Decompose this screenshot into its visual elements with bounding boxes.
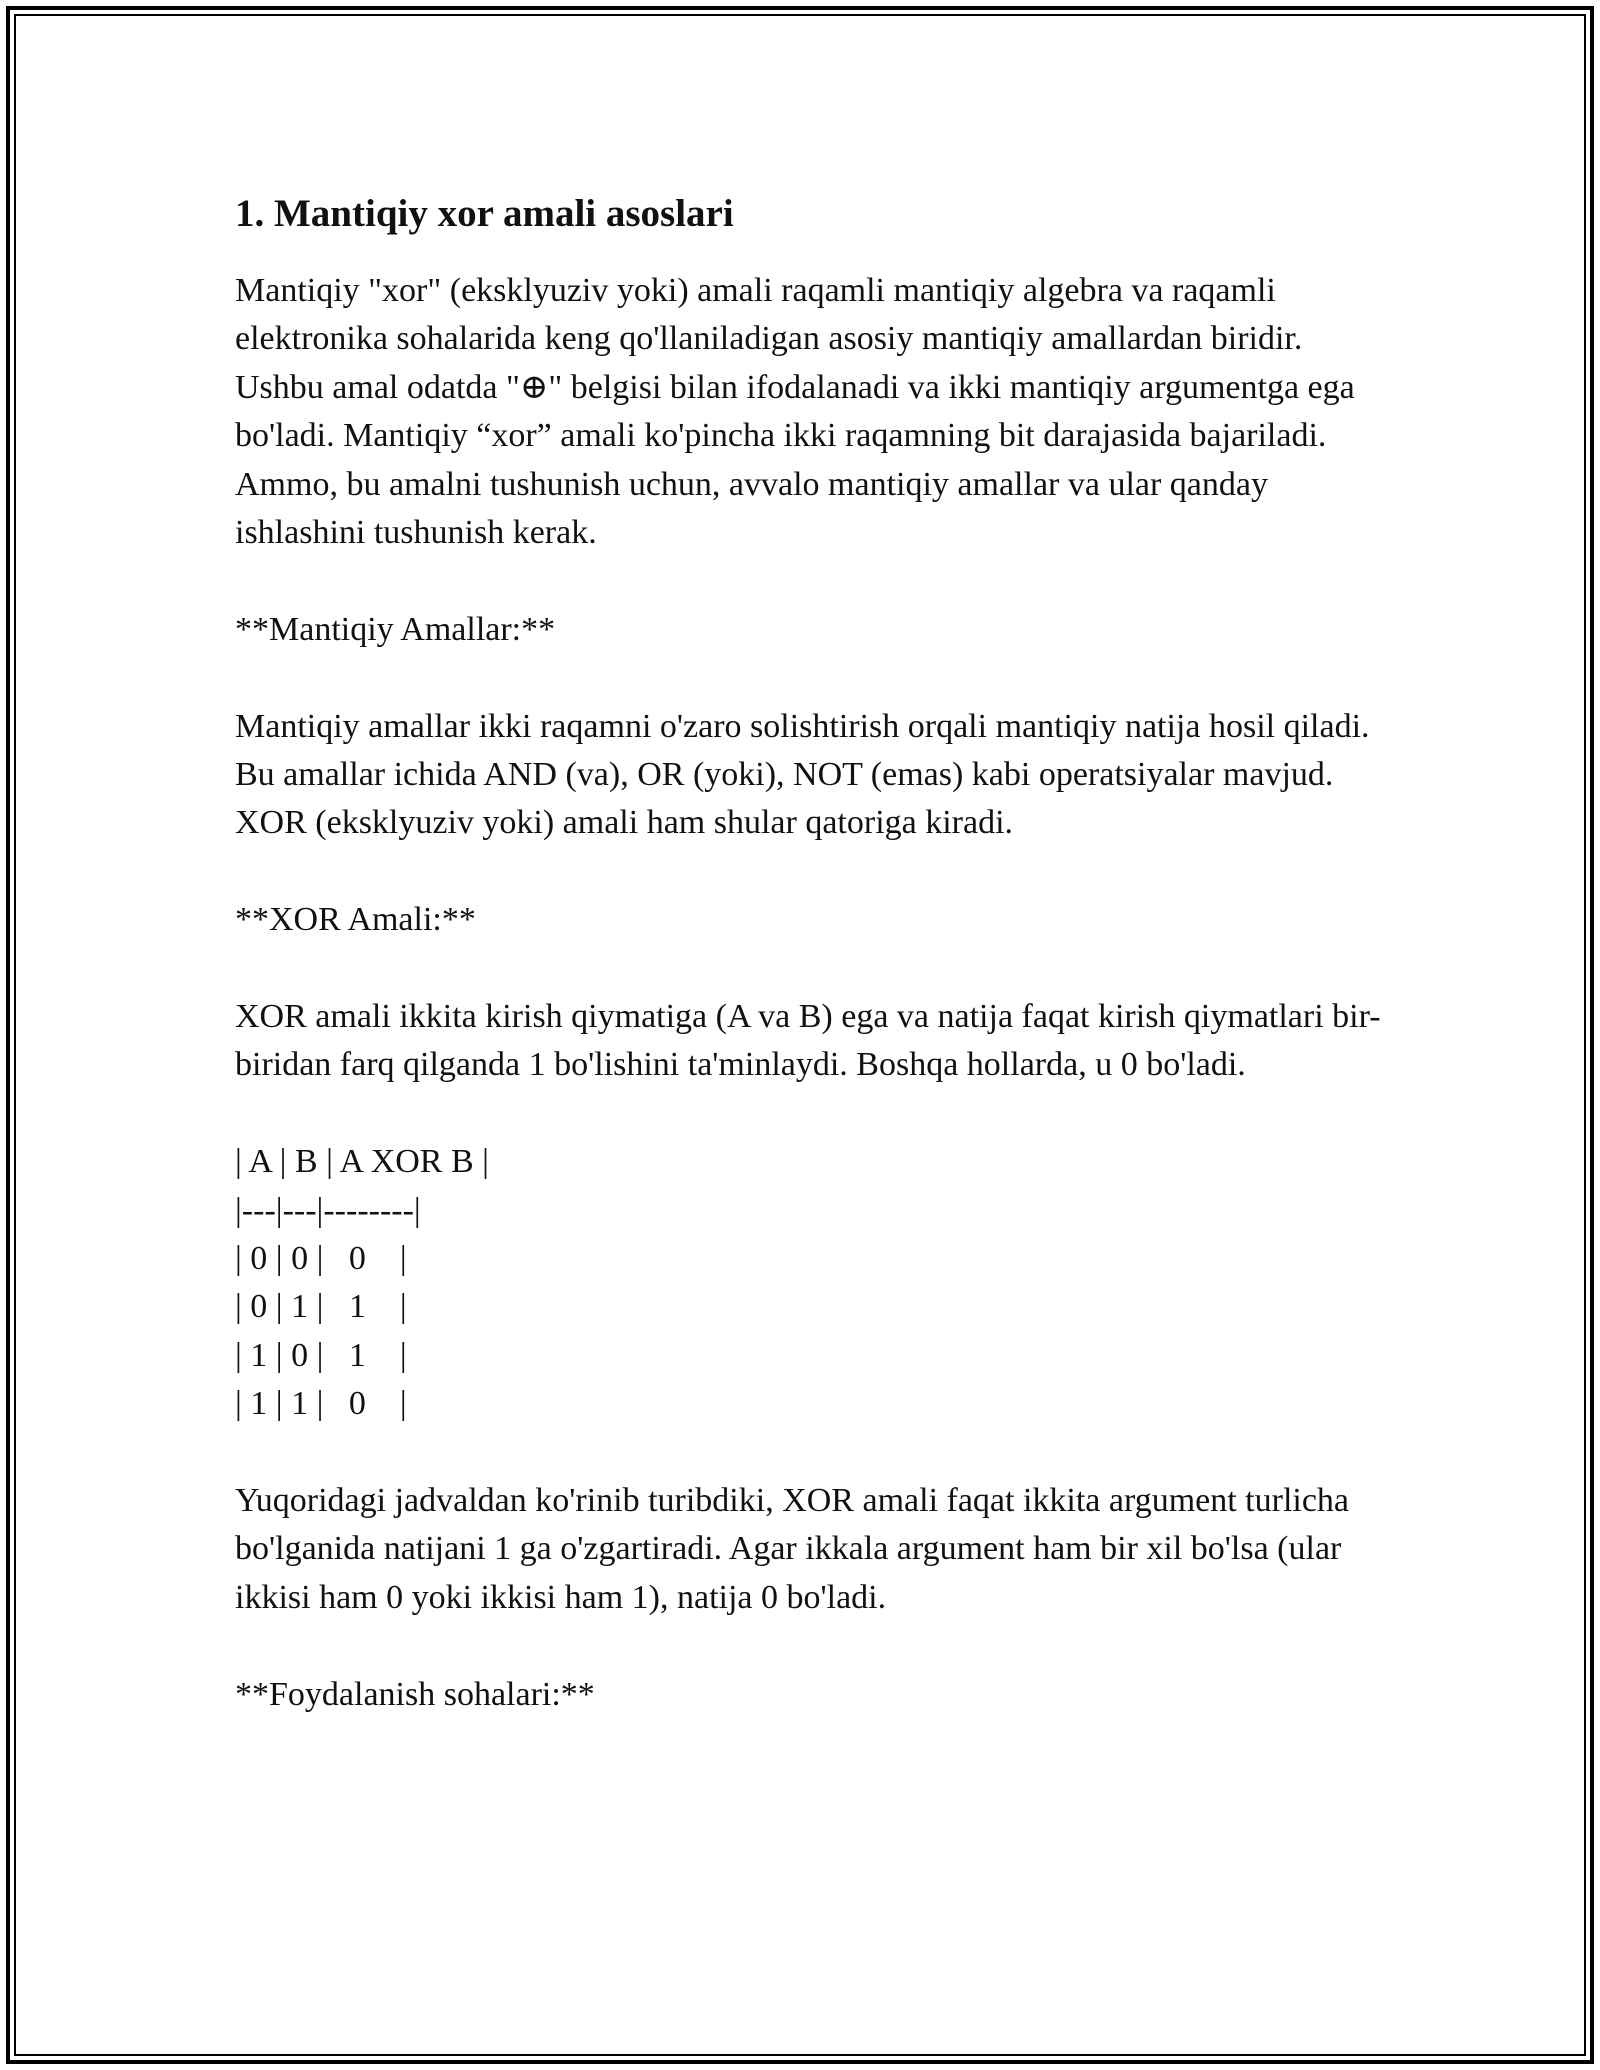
subheading-mantiqiy-amallar: **Mantiqiy Amallar:** bbox=[235, 610, 556, 648]
spacer bbox=[235, 557, 1385, 605]
truth-table bbox=[235, 1138, 1385, 1428]
intro-paragraph: Mantiqiy "xor" (eksklyuziv yoki) amali raqamli mantiqiy algebra va raqamli elektronika sohalarida keng qo'llaniladigan asosiy mantiqiy amallardan biridir. Ushbu amal odatda "⊕" belgisi bilan ifodalanadi va ikki mantiqiy argumentga ega bo'ladi. Mantiqiy “xor” amali ko'pincha ikki raqamning bit darajasida bajariladi. Ammo, bu amalni tushunish uchun, avvalo mantiqiy amallar va ular qanday ishlashini tushunish kerak. bbox=[235, 272, 1355, 552]
xor-paragraph: XOR amali ikkita kirish qiymatiga (A va B) ega va natija faqat kirish qiymatlari bir-biridan farq qilganda 1 bo'lishini ta'minlaydi. Boshqa hollarda, u 0 bo'ladi. bbox=[235, 998, 1381, 1084]
conclusion-paragraph: Yuqoridagi jadvaldan ko'rinib turibdiki, XOR amali faqat ikkita argument turlicha bo'lganida natijani 1 ga o'zgartiradi. Agar ikkala argument ham bir xil bo'lsa (ular ikkisi ham 0 yoki ikkisi ham 1), natija 0 bo'ladi. bbox=[235, 1482, 1350, 1616]
spacer bbox=[235, 945, 1385, 993]
section-heading: 1. Mantiqiy xor amali asoslari bbox=[235, 192, 734, 235]
truth-table-row: | 1 | 0 | 1 | bbox=[235, 1336, 407, 1374]
truth-table-header: | A | B | A XOR B | bbox=[235, 1143, 489, 1181]
spacer bbox=[235, 1622, 1385, 1670]
subheading-xor-amali: **XOR Amali:** bbox=[235, 901, 476, 939]
truth-table-row: | 1 | 1 | 0 | bbox=[235, 1385, 407, 1423]
spacer bbox=[235, 654, 1385, 702]
spacer bbox=[235, 1090, 1385, 1138]
subheading-foydalanish-sohalari: **Foydalanish sohalari:** bbox=[235, 1675, 595, 1713]
spacer bbox=[235, 1429, 1385, 1477]
document-body bbox=[235, 188, 1385, 1719]
spacer bbox=[235, 848, 1385, 896]
truth-table-separator: |---|---|--------| bbox=[235, 1191, 421, 1229]
truth-table-row: | 0 | 1 | 1 | bbox=[235, 1288, 407, 1326]
truth-table-row: | 0 | 0 | 0 | bbox=[235, 1240, 407, 1278]
amallar-paragraph: Mantiqiy amallar ikki raqamni o'zaro solishtirish orqali mantiqiy natija hosil qiladi. Bu amallar ichida AND (va), OR (yoki), NOT (emas) kabi operatsiyalar mavjud. XOR (eksklyuziv yoki) amali ham shular qatoriga kiradi. bbox=[235, 707, 1370, 842]
